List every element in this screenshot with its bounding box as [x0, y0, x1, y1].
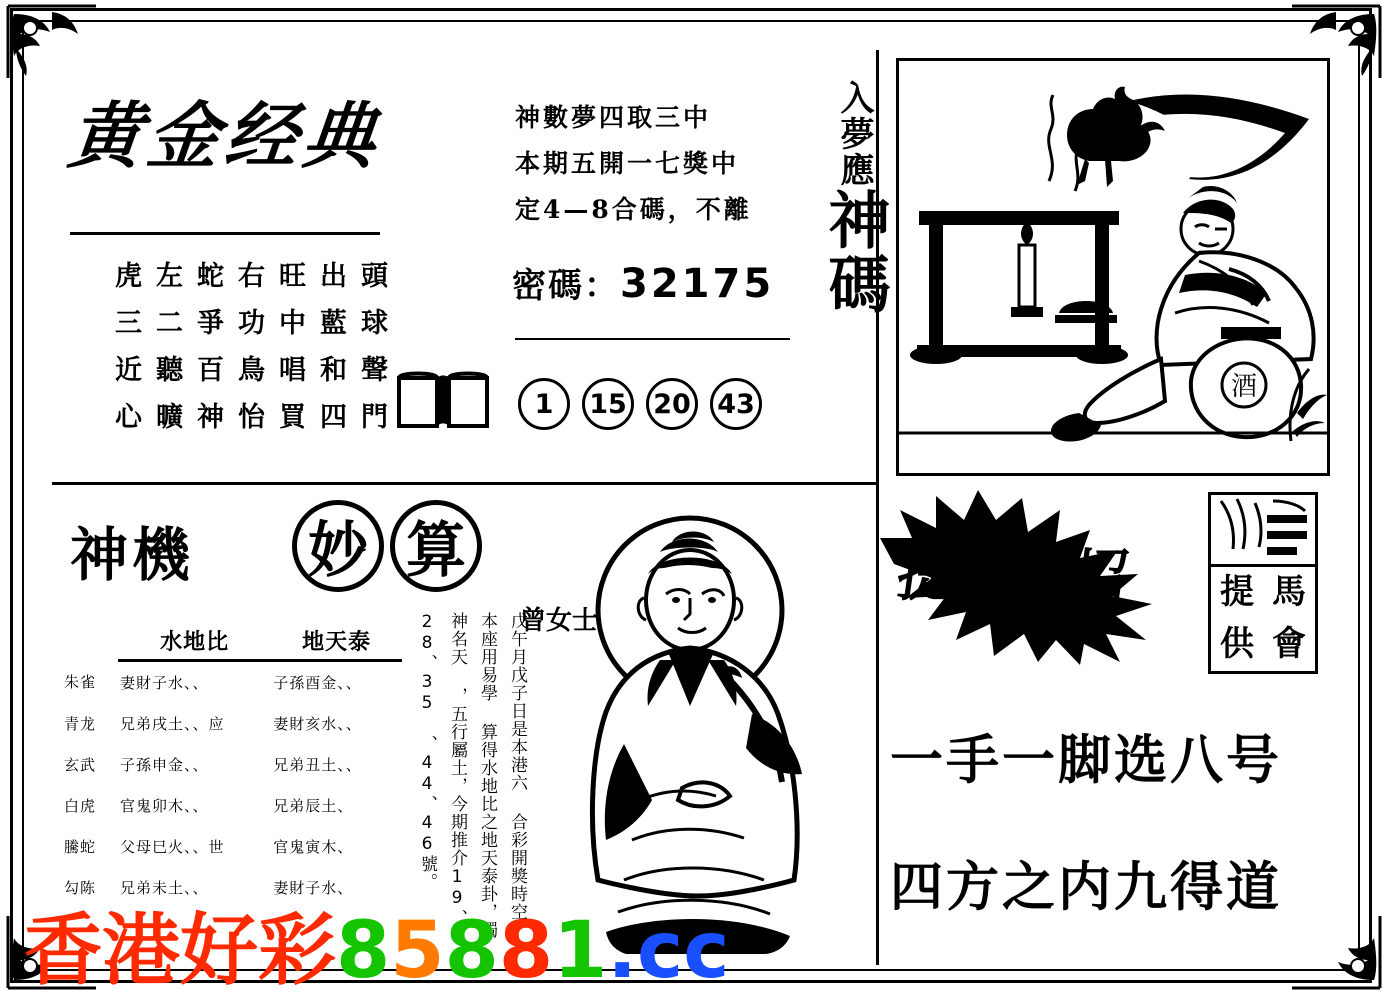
poem-cell: 虎 — [115, 261, 142, 292]
cell-shuidibi: 官鬼卯木、、 — [120, 797, 209, 815]
cell-shuidibi: 子孫申金、、 — [120, 756, 209, 774]
seal-emblem-icon — [1211, 495, 1315, 567]
poem-cell: 聽 — [156, 355, 183, 386]
poem-cell: 門 — [361, 402, 388, 433]
cell-shuidibi: 兄弟未土、、 — [120, 879, 209, 897]
seal-char: 提 — [1220, 572, 1254, 613]
row-label: 朱雀 — [64, 673, 97, 692]
table-row — [62, 703, 402, 744]
poem-cell: 藍 — [320, 308, 347, 339]
table-header-row — [62, 625, 402, 661]
poem-cell: 聲 — [361, 355, 388, 386]
poem-cell: 旺 — [279, 261, 306, 292]
poem-cell: 怡 — [238, 402, 265, 433]
watermark-part: 1 — [553, 906, 608, 996]
poem-grid — [108, 250, 408, 438]
poem-cell: 左 — [156, 261, 183, 292]
cell-ditiantai: 妻財亥水、、 — [273, 715, 362, 733]
cell-ditiantai: 官鬼寅木、 — [273, 838, 354, 856]
circled-char: 算 — [390, 500, 482, 592]
poem-cell: 百 — [197, 355, 224, 386]
column-header-blank — [62, 625, 118, 661]
poem-cell: 右 — [238, 261, 265, 292]
lottery-ball: 15 — [582, 378, 634, 430]
lottery-ball: 1 — [518, 378, 570, 430]
cell-shuidibi: 妻財子水、、 — [120, 674, 209, 692]
seal-char: 馬 — [1272, 572, 1306, 613]
verse-line: 神數夢四取三中 — [515, 103, 712, 132]
watermark-part: 8 — [498, 906, 554, 996]
verse-divider — [515, 338, 790, 340]
poem-row — [108, 250, 395, 297]
verse-line: 定4—8合碼，不離 — [515, 195, 752, 224]
brand-name: 黄金经典 — [64, 93, 386, 178]
poem-cell: 唱 — [279, 355, 306, 386]
site-watermark — [24, 888, 1364, 1000]
lottery-ball: 43 — [710, 378, 762, 430]
poem-row — [108, 297, 395, 344]
row-label: 玄武 — [64, 756, 97, 774]
section-title-miaosuan — [292, 500, 482, 592]
lottery-ball: 20 — [646, 378, 698, 430]
paragraph-line: 合彩開獎時空，本座用易學 — [477, 612, 527, 939]
poem-cell: 出 — [320, 261, 347, 292]
cell-ditiantai: 子孫酉金、、 — [273, 674, 362, 692]
corner-ornament-icon — [4, 2, 100, 82]
row-label: 騰蛇 — [64, 838, 97, 856]
paragraph-line: 戊午月戊子日是本港六 — [507, 612, 527, 792]
watermark-part: 5 — [390, 906, 445, 996]
poem-cell: 三 — [115, 308, 142, 339]
paragraph-line: 、44、46號。 — [417, 735, 437, 891]
reclining-scholar-illustration — [899, 61, 1327, 473]
password-value: 32175 — [620, 261, 775, 307]
page-title — [64, 78, 450, 198]
column-header-shuidibi: 水地比 — [118, 625, 271, 661]
horizontal-divider — [52, 482, 876, 485]
watermark-part: 香港好彩 — [24, 906, 337, 996]
cell-shuidibi: 兄弟戌土、、应 — [120, 715, 225, 733]
slogan-line-1: 一手一脚选八号 — [890, 729, 1282, 791]
poem-cell: 中 — [279, 308, 306, 339]
author-name: 曾女士 — [520, 606, 599, 636]
poem-cell: 神 — [197, 402, 224, 433]
verse-block — [515, 95, 790, 233]
lottery-ball-row — [518, 378, 762, 430]
seal-stamp — [1208, 492, 1318, 674]
burst-banner — [880, 490, 1200, 665]
verse-line: 本期五開一七獎中 — [515, 149, 740, 178]
poem-cell: 爭 — [197, 308, 224, 339]
svg-text:酒: 酒 — [1230, 372, 1258, 402]
poem-cell: 心 — [115, 402, 142, 433]
table-row — [62, 826, 402, 867]
vertical-divider — [876, 50, 879, 965]
circled-char: 妙 — [292, 500, 384, 592]
hexagram-table — [62, 625, 402, 908]
seal-char: 會 — [1272, 624, 1306, 665]
password-line — [512, 258, 774, 307]
poem-cell: 頭 — [361, 261, 388, 292]
password-label: 密碼： — [512, 266, 620, 306]
poem-cell: 球 — [361, 308, 388, 339]
title-underline — [70, 232, 380, 235]
table-row — [62, 661, 402, 704]
poem-cell: 二 — [156, 308, 183, 339]
poem-cell: 功 — [238, 308, 265, 339]
open-book-icon — [395, 368, 491, 434]
paragraph-line: ，五行屬土，今期推介19、28、35 — [417, 612, 467, 927]
slogan-line-2: 四方之内九得道 — [890, 856, 1282, 918]
poem-cell: 買 — [279, 402, 306, 433]
illustration-frame — [896, 58, 1330, 476]
poem-cell: 近 — [115, 355, 142, 386]
column-header-ditiantai: 地天泰 — [271, 625, 402, 661]
dream-title-large: 神碼 — [818, 188, 891, 316]
paragraph-line: 算得水地比之地天泰卦，獨神名天 — [447, 612, 497, 939]
section-title-shenji: 神機 — [70, 521, 195, 589]
seal-characters — [1211, 567, 1315, 671]
seal-char: 供 — [1220, 624, 1254, 665]
burst-text: 提碼新招 — [892, 543, 1135, 609]
cell-ditiantai: 兄弟丑土、、 — [273, 756, 362, 774]
watermark-part: 8 — [444, 906, 499, 996]
poem-cell: 四 — [320, 402, 347, 433]
watermark-part: .cc — [607, 906, 730, 996]
poem-row — [108, 391, 395, 438]
dream-title-small: 入夢應 — [834, 80, 874, 188]
row-label: 青龙 — [64, 715, 97, 733]
poem-row — [108, 344, 395, 391]
table-row — [62, 744, 402, 785]
table-row — [62, 785, 402, 826]
poem-cell: 蛇 — [197, 261, 224, 292]
watermark-part: 8 — [336, 906, 391, 996]
poem-cell: 和 — [320, 355, 347, 386]
cell-ditiantai: 妻財子水、 — [273, 879, 354, 897]
dream-code-title — [810, 80, 899, 410]
cell-ditiantai: 兄弟辰土、 — [273, 797, 354, 815]
row-label: 勾陈 — [64, 879, 97, 897]
poem-cell: 曠 — [156, 402, 183, 433]
row-label: 白虎 — [64, 797, 97, 815]
poem-cell: 鳥 — [238, 355, 265, 386]
cell-shuidibi: 父母巳火、、世 — [120, 838, 225, 856]
